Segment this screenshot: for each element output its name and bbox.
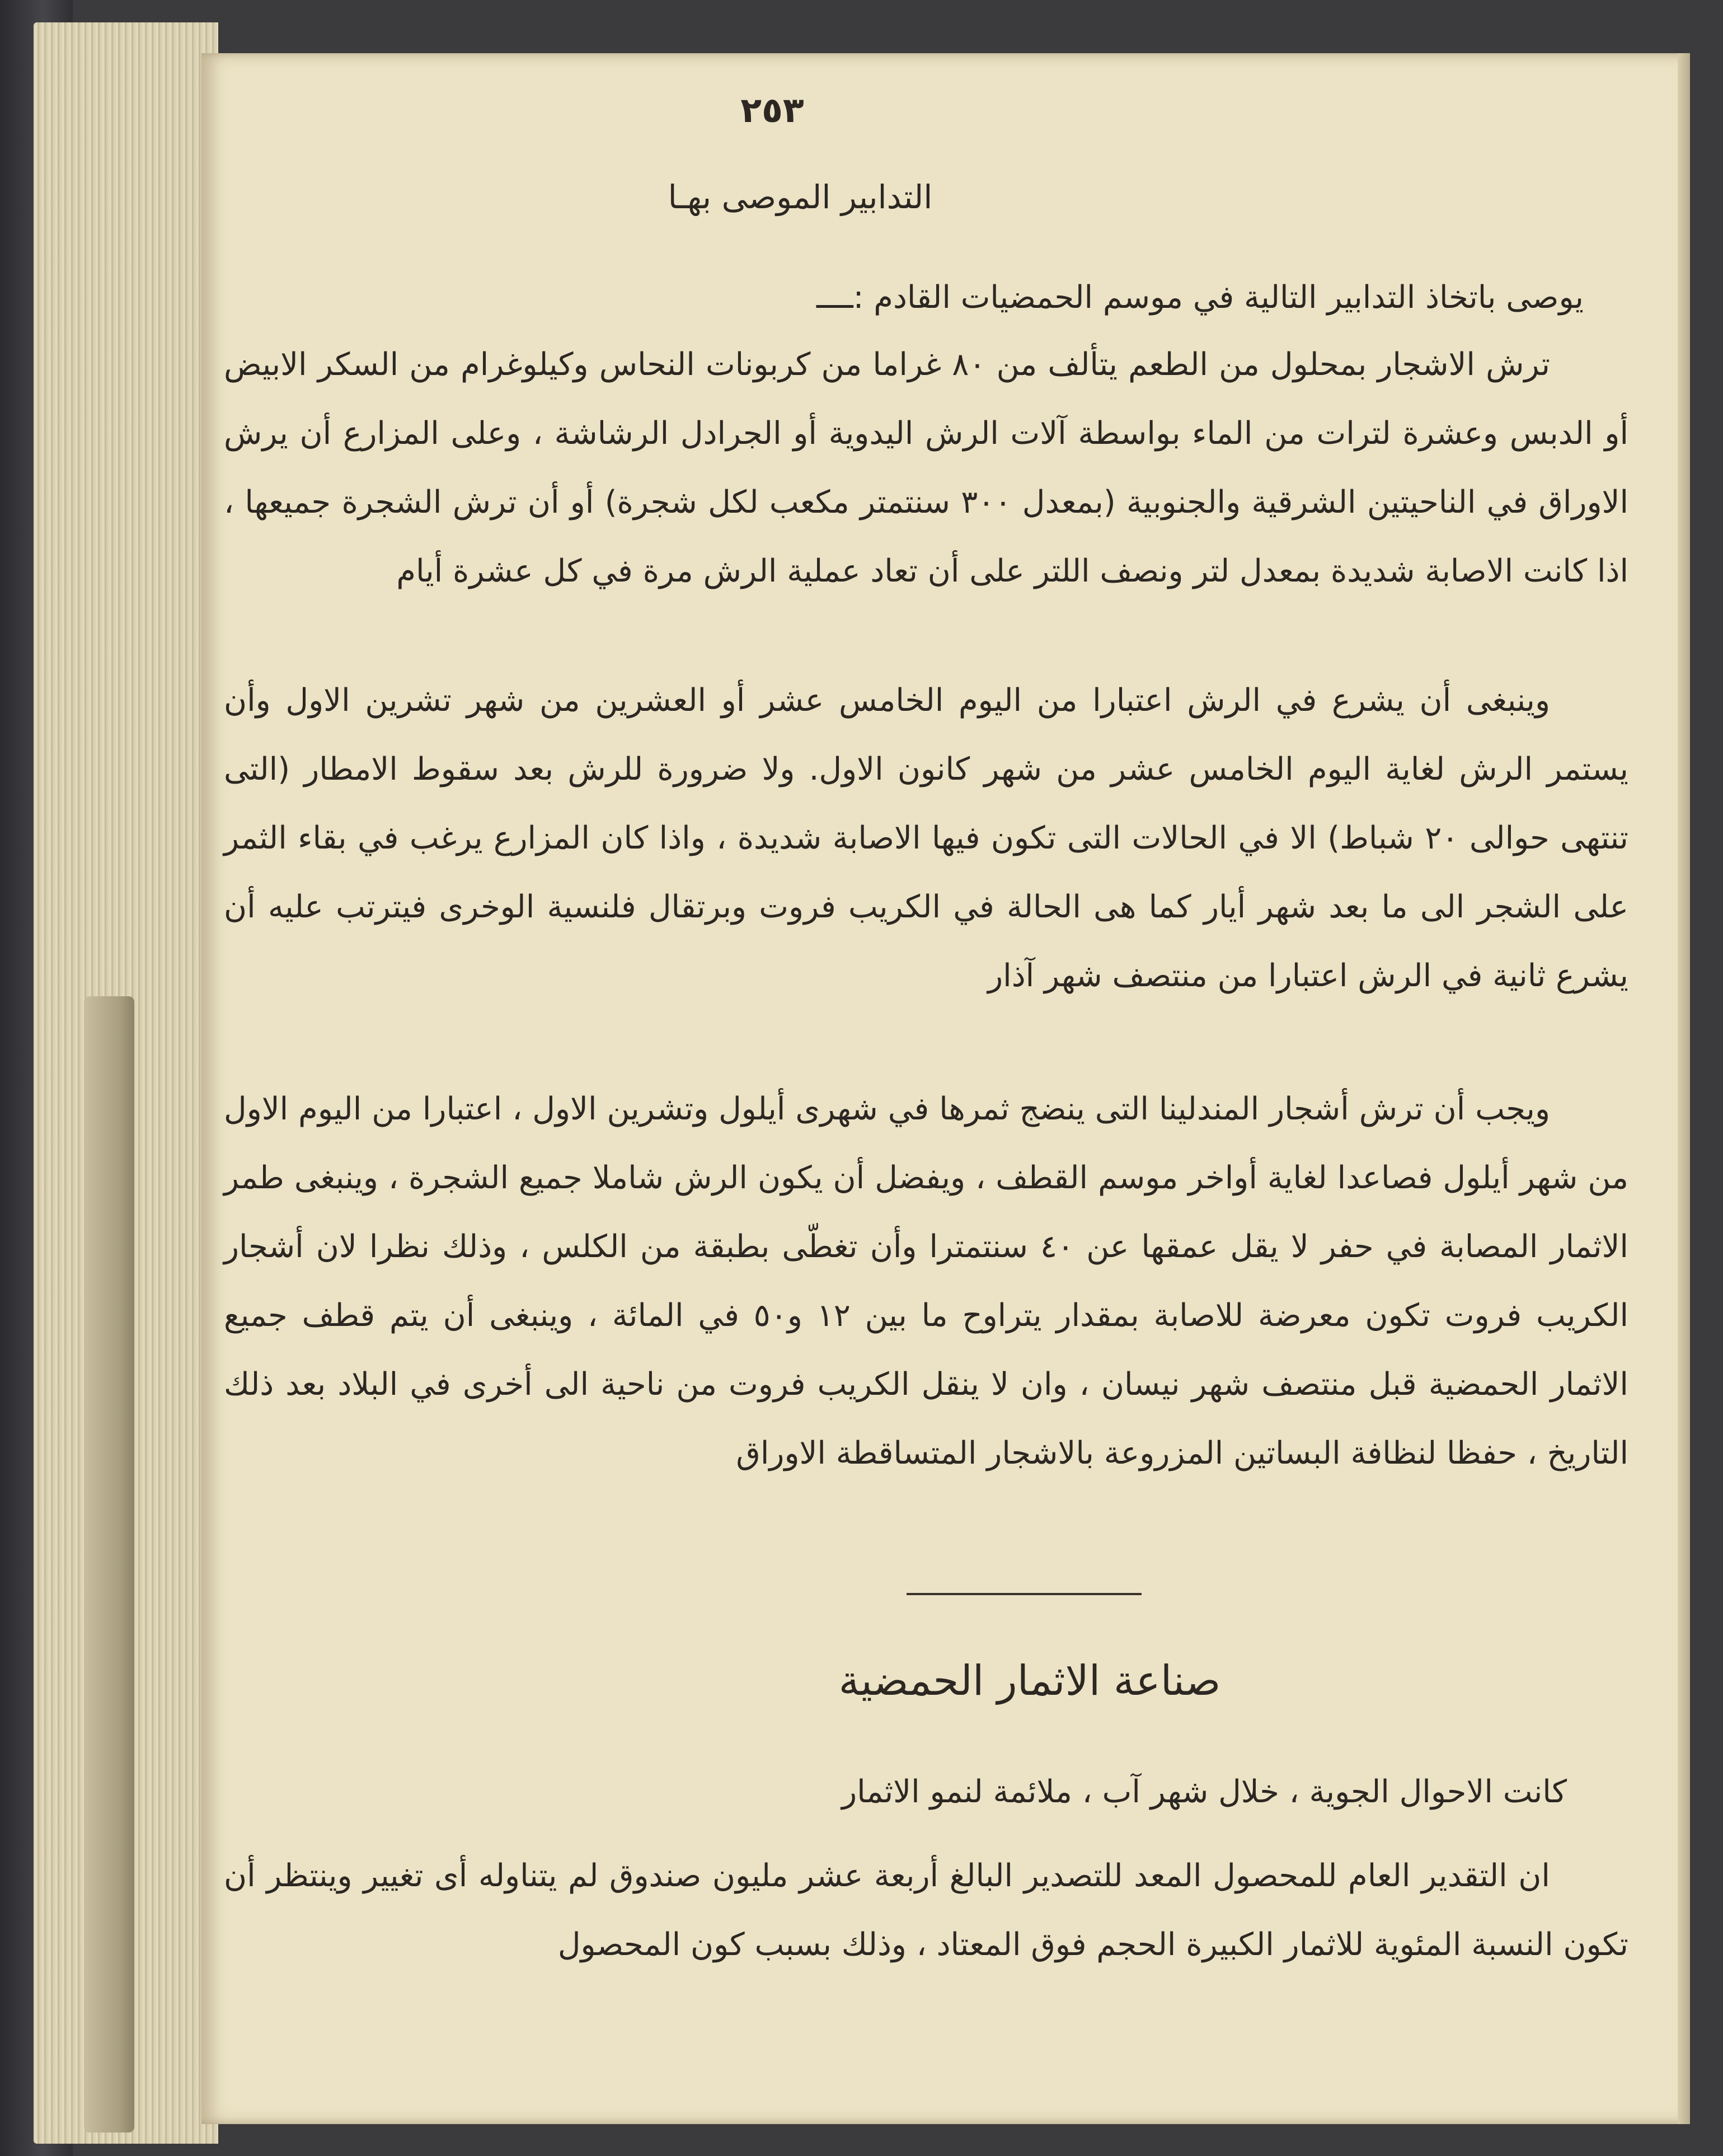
page-edge-right bbox=[1678, 53, 1690, 2124]
paragraph-3: ويجب أن ترش أشجار المندلينا التى ينضج ثمرها في شهرى أيلول وتشرين الاول ، اعتبارا من اليوم الاول من شهر أيلول فصاعدا لغاية أواخر موسم القطف ، ويفضل أن يكون الرش شاملا جميع الشجرة ، وينبغى طمر الاثمار المصابة في حفر لا يقل عمقها عن ٤٠ سنتمترا وأن تغطّى بطبقة من الكلس ، وذلك نظرا لان أشجار الكريب فروت تكون معرضة للاصابة بمقدار يتراوح ما بين ١٢ و٥٠ في المائة ، وينبغى أن يتم قطف جميع الاثمار الحمضية قبل منتصف شهر نيسان ، وان لا ينقل الكريب فروت من ناحية الى أخرى في البلاد بعد ذلك التاريخ ، حفظا لنظافة البساتين المزروعة بالاشجار المتساقطة الاوراق bbox=[224, 1091, 1629, 1471]
page-edges-fold bbox=[84, 996, 134, 2132]
page-number: ٢٥٣ bbox=[740, 90, 804, 130]
section-heading-recommended-measures: التدابير الموصى بهـا bbox=[668, 178, 933, 216]
intro-paragraph: يوصى باتخاذ التدابير التالية في موسم الحمضيات القادم :ــــ bbox=[816, 279, 1584, 316]
section-divider bbox=[907, 1593, 1142, 1595]
section-heading-citrus-industry: صناعة الاثمار الحمضية bbox=[838, 1657, 1221, 1705]
paragraph-1: ترش الاشجار بمحلول من الطعم يتألف من ٨٠ غراما من كربونات النحاس وكيلوغرام من السكر الابيض أو الدبس وعشرة لترات من الماء بواسطة آلات الرش اليدوية أو الجرادل الرشاشة ، وعلى المزارع أن يرش الاوراق في الناحيتين الشرقية والجنوبية (بمعدل ٣٠٠ سنتمتر مكعب لكل شجرة) أو أن ترش الشجرة جميعها ، اذا كانت الاصابة شديدة بمعدل لتر ونصف اللتر على أن تعاد عملية الرش مرة في كل عشرة أيام bbox=[224, 346, 1628, 589]
section-intro-paragraph: كانت الاحوال الجوية ، خلال شهر آب ، ملائمة لنمو الاثمار bbox=[842, 1774, 1567, 1810]
section-paragraph: ان التقدير العام للمحصول المعد للتصدير البالغ أربعة عشر مليون صندوق لم يتناوله أى تغيير وينتظر أن تكون النسبة المئوية للاثمار الكبيرة الحجم فوق المعتاد ، وذلك بسبب كون المحصول bbox=[224, 1858, 1628, 1963]
paragraph-2: وينبغى أن يشرع في الرش اعتبارا من اليوم الخامس عشر أو العشرين من شهر تشرين الاول وأن يستمر الرش لغاية اليوم الخامس عشر من شهر كانون الاول. ولا ضرورة للرش بعد سقوط الامطار (التى تنتهى حوالى ٢٠ شباط) الا في الحالات التى تكون فيها الاصابة شديدة ، واذا كان المزارع يرغب في بقاء الثمر على الشجر الى ما بعد شهر أيار كما هى الحالة في الكريب فروت وبرتقال فلنسية الوخرى فيترتب عليه أن يشرع ثانية في الرش اعتبارا من منتصف شهر آذار bbox=[224, 682, 1628, 994]
